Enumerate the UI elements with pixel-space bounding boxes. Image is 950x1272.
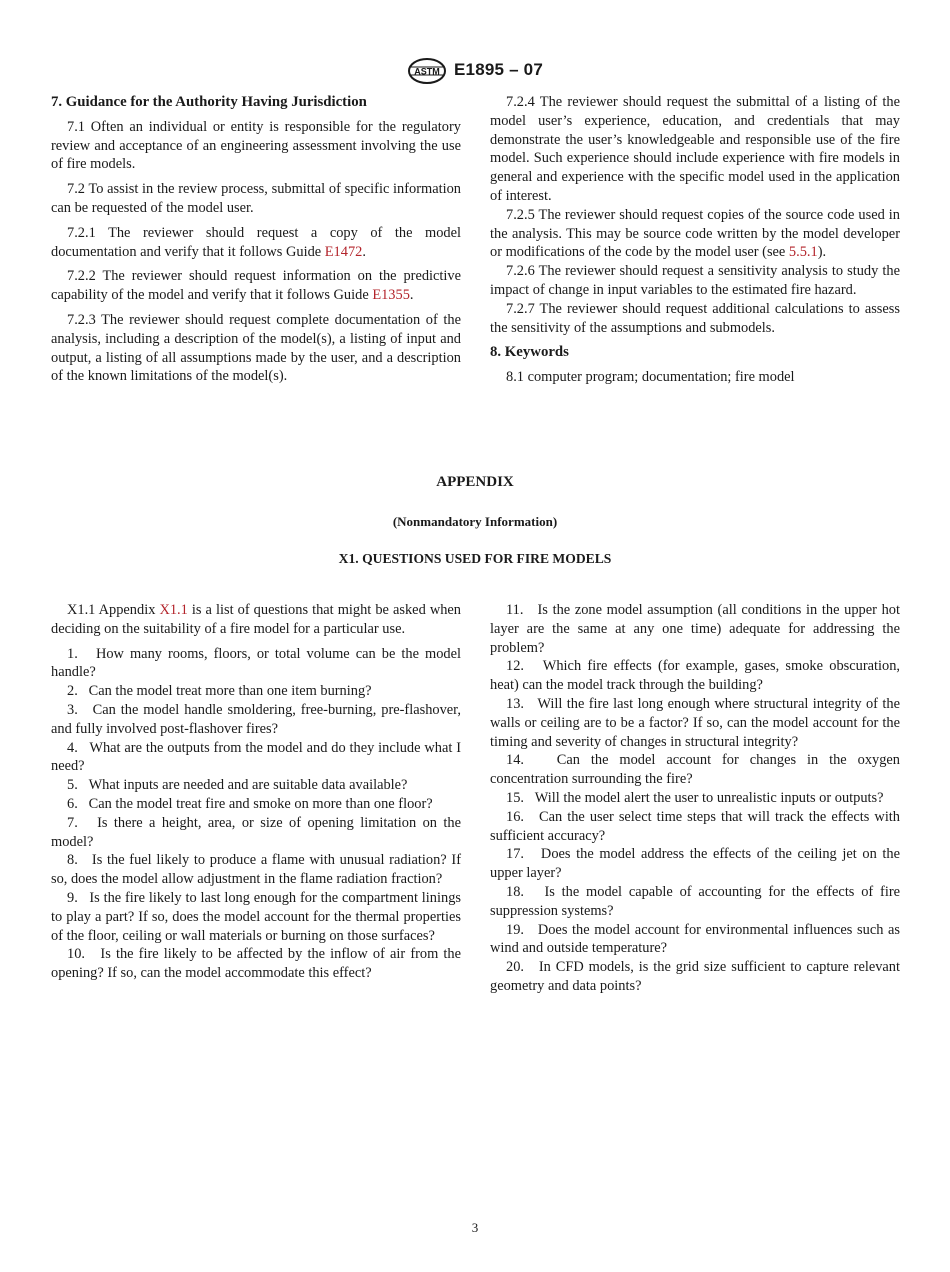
question-item: 11. Is the zone model assumption (all conditions in the upper hot layer are the same at any one time) adequate for addressing the problem? xyxy=(490,602,900,656)
svg-text:ASTM: ASTM xyxy=(414,66,440,77)
appendix-subtitle: (Nonmandatory Information) xyxy=(392,514,558,529)
question-item: 3. Can the model handle smoldering, free-burning, pre-flashover, and fully involved post-flashover fires? xyxy=(51,701,461,737)
question-item: 1. How many rooms, floors, or total volume can be the model handle? xyxy=(51,645,461,681)
reference-link-e1355[interactable]: E1355 xyxy=(372,287,410,304)
question-item: 7. Is there a height, area, or size of opening limitation on the model? xyxy=(51,814,461,850)
appendix-title: APPENDIX xyxy=(436,474,514,490)
question-item: 9. Is the fire likely to last long enough for the compartment linings to play a part? If so, does the model account for the thermal properties of the floor, ceiling or wall materials or burning on those surfaces? xyxy=(51,889,461,944)
paragraph-7-2-3: 7.2.3 The reviewer should request complete documentation of the analysis, including a description of the model(s), a listing of input and output, a listing of all assumptions made by the user, and a description of the known limitations of the model(s). xyxy=(51,311,461,385)
paragraph-8-1: 8.1 computer program; documentation; fire model xyxy=(506,369,795,386)
question-item: 4. What are the outputs from the model and do they include what I need? xyxy=(51,739,462,775)
standard-designation: E1895 – 07 xyxy=(454,60,543,79)
question-item: 15. Will the model alert the user to unrealistic inputs or outputs? xyxy=(506,789,884,806)
reference-link-5-5-1[interactable]: 5.5.1 xyxy=(788,244,818,261)
paragraph-7-2-1: 7.2.1 The reviewer should request a copy of the model documentation and verify that it follows Guide E1472. xyxy=(51,224,461,260)
section-7-heading: 7. Guidance for the Authority Having Jurisdiction xyxy=(51,94,367,110)
question-item: 19. Does the model account for environmental influences such as wind and outside temperature? xyxy=(490,921,900,957)
page-header xyxy=(0,58,950,84)
question-item: 12. Which fire effects (for example, gases, smoke obscuration, heat) can the model track through the building? xyxy=(490,658,900,694)
paragraph-7-2-6: 7.2.6 The reviewer should request a sensitivity analysis to study the impact of change in input variables to the estimated fire hazard. xyxy=(490,263,900,298)
question-item: 10. Is the fire likely to be affected by the inflow of air from the opening? If so, can the model accommodate this effect? xyxy=(51,946,462,982)
appendix-heading: X1. QUESTIONS USED FOR FIRE MODELS xyxy=(338,551,612,566)
question-item: 6. Can the model treat fire and smoke on more than one floor? xyxy=(67,795,433,812)
paragraph-7-2-7: 7.2.7 The reviewer should request additional calculations to assess the sensitivity of the assumptions and submodels. xyxy=(490,300,900,336)
right-column-appendix xyxy=(490,595,900,996)
reference-link-x1-1[interactable]: X1.1 xyxy=(159,602,188,618)
question-item: 20. In CFD models, is the grid size sufficient to capture relevant geometry and data points? xyxy=(490,959,900,994)
reference-link-e1472[interactable]: E1472 xyxy=(324,243,363,260)
paragraph-7-2-4: 7.2.4 The reviewer should request the submittal of a listing of the model user’s experience, education, and credentials that may demonstrate the user’s knowledgeable and responsible use of the fire model. Such experience should include experience with fire models in general and experience with the specific model used in the application of interest. xyxy=(490,94,900,204)
question-item: 18. Is the model capable of accounting for the effects of fire suppression systems? xyxy=(490,883,900,919)
astm-logo-icon xyxy=(407,58,447,84)
question-item: 16. Can the user select time steps that will track the effects with sufficient accuracy? xyxy=(490,808,901,844)
question-item: 14. Can the model account for changes in the oxygen concentration surrounding the fire? xyxy=(490,752,900,788)
paragraph-x1-1: X1.1 Appendix X1.1 is a list of questions that might be asked when deciding on the suitability of a fire model for a particular use. xyxy=(51,602,461,637)
question-item: 8. Is the fuel likely to produce a flame with unusual radiation? If so, does the model allow adjustment in the flame radiation fraction? xyxy=(51,852,461,888)
paragraph-7-1: 7.1 Often an individual or entity is responsible for the regulatory review and acceptance of an engineering assessment involving the use of fire models. xyxy=(51,118,461,173)
left-column-top xyxy=(51,93,461,386)
question-item: 17. Does the model address the effects of the ceiling jet on the upper layer? xyxy=(490,846,900,882)
section-8-heading: 8. Keywords xyxy=(490,344,569,361)
paragraph-7-2-2: 7.2.2 The reviewer should request information on the predictive capability of the model and verify that it follows Guide E1355. xyxy=(51,268,461,304)
page-number: 3 xyxy=(471,1220,479,1235)
question-item: 13. Will the fire last long enough where structural integrity of the walls or ceiling are to be a factor? If so, can the model account for the timing and severity of changes in structural integrity? xyxy=(490,695,900,750)
question-item: 2. Can the model treat more than one item burning? xyxy=(67,683,372,700)
paragraph-7-2: 7.2 To assist in the review process, submittal of specific information can be requested of the model user. xyxy=(51,181,461,216)
left-column-appendix xyxy=(51,595,461,983)
question-item: 5. What inputs are needed and are suitable data available? xyxy=(67,777,408,794)
right-column-top xyxy=(490,93,900,387)
paragraph-7-2-5: 7.2.5 The reviewer should request copies of the source code used in the analysis. This may be source code written by the model developer or modifications of the code by the model user (see 5.5.1). xyxy=(490,206,900,261)
